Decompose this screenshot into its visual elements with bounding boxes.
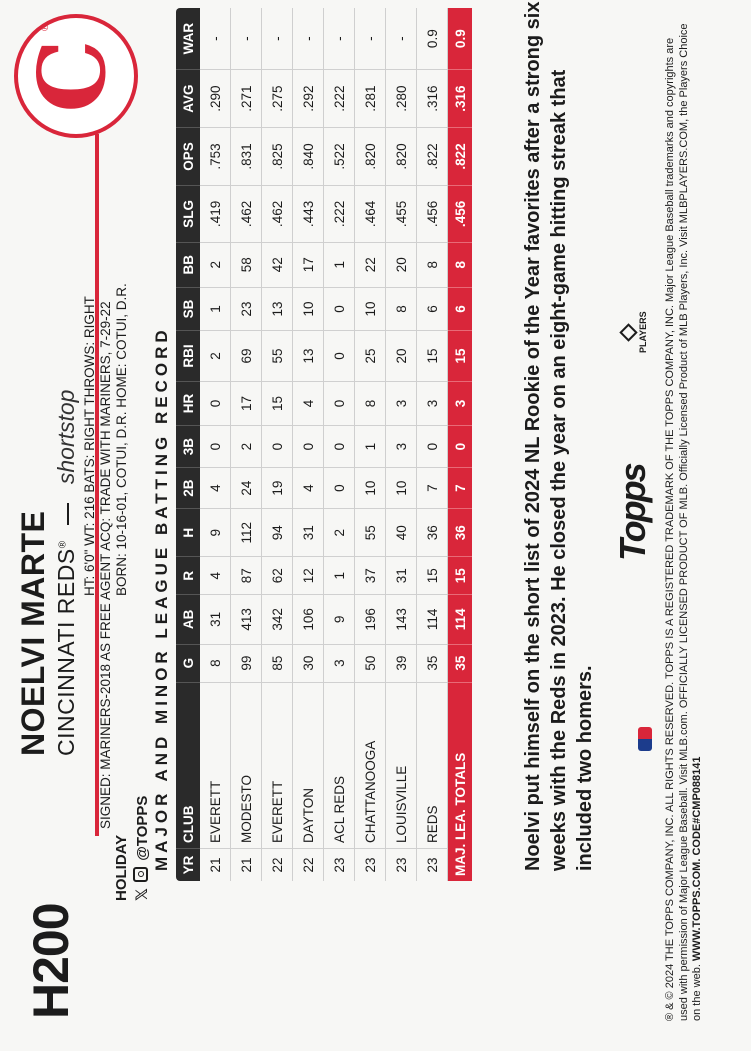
table-row	[324, 8, 355, 881]
table-cell: 10	[355, 287, 386, 331]
table-cell: 25	[355, 331, 386, 381]
table-row	[262, 8, 293, 881]
table-cell: 55	[355, 509, 386, 557]
totals-cell: 15	[448, 331, 473, 381]
table-cell: .419	[200, 185, 231, 242]
table-cell: 9	[200, 509, 231, 557]
table-cell: 4	[293, 381, 324, 426]
table-cell: -	[293, 8, 324, 70]
table-cell: 17	[293, 242, 324, 287]
topps-logo: Topps	[612, 464, 653, 561]
totals-cell: 35	[448, 644, 473, 682]
table-cell: 35	[417, 644, 448, 682]
table-cell: 9	[324, 595, 355, 644]
table-cell: 22	[262, 849, 293, 882]
table-cell: 7	[417, 467, 448, 508]
batting-record-table	[176, 8, 472, 881]
table-cell: 23	[324, 849, 355, 882]
table-cell: 55	[262, 331, 293, 381]
bio-birth: BORN: 10-16-01, COTUI, D.R. HOME: COTUI, D.R.	[114, 283, 129, 596]
team-registered-mark: ®	[57, 540, 69, 549]
table-cell: 12	[293, 557, 324, 595]
table-row	[231, 8, 262, 881]
table-cell: 23	[386, 849, 417, 882]
table-cell: 22	[293, 849, 324, 882]
table-row	[293, 8, 324, 881]
table-cell: .316	[417, 70, 448, 128]
mlb-players-logo	[622, 311, 648, 353]
table-cell: CHATTANOOGA	[355, 682, 386, 848]
table-cell: 8	[386, 287, 417, 331]
table-cell: 2	[231, 426, 262, 467]
table-cell: 62	[262, 557, 293, 595]
table-cell: 99	[231, 644, 262, 682]
table-cell: .753	[200, 127, 231, 185]
table-cell: .831	[231, 127, 262, 185]
social-handle: @TOPPS	[134, 795, 151, 861]
totals-cell: 15	[448, 557, 473, 595]
column-header-g: G	[176, 644, 200, 682]
card-number: H200	[23, 903, 79, 1019]
table-cell: 23	[355, 849, 386, 882]
table-row	[355, 8, 386, 881]
table-cell: 10	[293, 287, 324, 331]
table-cell: -	[262, 8, 293, 70]
totals-cell: 114	[448, 595, 473, 644]
table-cell: -	[324, 8, 355, 70]
table-cell: 50	[355, 644, 386, 682]
reds-logo-icon: C	[18, 39, 126, 113]
table-cell: LOUISVILLE	[386, 682, 417, 848]
table-cell: 1	[355, 426, 386, 467]
table-cell: 4	[200, 467, 231, 508]
column-header-club: CLUB	[176, 682, 200, 848]
table-cell: 42	[262, 242, 293, 287]
table-cell: -	[355, 8, 386, 70]
table-cell: DAYTON	[293, 682, 324, 848]
column-header-avg: AVG	[176, 70, 200, 128]
table-cell: .522	[324, 127, 355, 185]
table-cell: 40	[386, 509, 417, 557]
totals-cell: 7	[448, 467, 473, 508]
table-cell: .290	[200, 70, 231, 128]
players-diamond-icon	[619, 323, 637, 341]
table-cell: 1	[324, 557, 355, 595]
table-cell: 13	[262, 287, 293, 331]
totals-cell: .822	[448, 127, 473, 185]
table-row	[417, 8, 448, 881]
mlb-logo-icon	[638, 727, 652, 751]
table-cell: 1	[200, 287, 231, 331]
table-cell: 58	[231, 242, 262, 287]
table-cell: .271	[231, 70, 262, 128]
totals-cell: 8	[448, 242, 473, 287]
table-cell: ACL REDS	[324, 682, 355, 848]
table-cell: 69	[231, 331, 262, 381]
table-cell: 30	[293, 644, 324, 682]
table-cell: REDS	[417, 682, 448, 848]
social-handles	[132, 796, 151, 901]
table-cell: 1	[324, 242, 355, 287]
table-cell: 0	[324, 381, 355, 426]
column-header-war: WAR	[176, 8, 200, 70]
stats-section-title: MAJOR AND MINOR LEAGUE BATTING RECORD	[152, 326, 171, 871]
table-cell: .222	[324, 185, 355, 242]
totals-cell: 3	[448, 381, 473, 426]
column-header-slg: SLG	[176, 185, 200, 242]
players-logo-text: PLAYERS	[638, 311, 648, 353]
table-cell: 37	[355, 557, 386, 595]
instagram-icon	[133, 867, 148, 882]
table-cell: 22	[355, 242, 386, 287]
table-cell: 20	[386, 331, 417, 381]
table-cell: 4	[200, 557, 231, 595]
bio-measurements: HT: 6'0" WT: 216 BATS: RIGHT THROWS: RIGHT	[82, 296, 97, 596]
table-cell: .292	[293, 70, 324, 128]
table-cell: 112	[231, 509, 262, 557]
totals-cell: 36	[448, 509, 473, 557]
table-cell: 3	[324, 644, 355, 682]
table-cell: 21	[231, 849, 262, 882]
table-cell: 10	[386, 467, 417, 508]
table-cell: .840	[293, 127, 324, 185]
table-cell: .222	[324, 70, 355, 128]
table-cell: 0	[417, 426, 448, 467]
set-name: HOLIDAY	[113, 834, 130, 901]
table-cell: .464	[355, 185, 386, 242]
table-cell: 0	[324, 287, 355, 331]
table-cell: 23	[231, 287, 262, 331]
table-cell: 0.9	[417, 8, 448, 70]
table-cell: 31	[386, 557, 417, 595]
table-cell: -	[386, 8, 417, 70]
table-cell: 0	[200, 426, 231, 467]
table-cell: 15	[417, 331, 448, 381]
column-header-h: H	[176, 509, 200, 557]
table-cell: 10	[355, 467, 386, 508]
table-cell: 4	[293, 467, 324, 508]
totals-cell: .456	[448, 185, 473, 242]
table-cell: 36	[417, 509, 448, 557]
table-cell: .275	[262, 70, 293, 128]
table-cell: 19	[262, 467, 293, 508]
table-cell: 3	[386, 381, 417, 426]
legal-text	[664, 21, 705, 1021]
table-cell: 114	[417, 595, 448, 644]
table-cell: 20	[386, 242, 417, 287]
bio-signing: SIGNED: MARINERS-2018 AS FREE AGENT ACQ: TRADE WITH MARINERS, 7-29-22	[98, 301, 113, 829]
table-row	[386, 8, 417, 881]
table-cell: 0	[324, 331, 355, 381]
table-cell: 143	[386, 595, 417, 644]
table-cell: 31	[293, 509, 324, 557]
legal-copy: ® & © 2024 THE TOPPS COMPANY, INC. ALL RIGHTS RESERVED. TOPPS IS A REGISTERED TRADEMARK OF THE TOPPS COMPANY, INC. Major League Baseball trademarks and copyrights are used with permission of Major League Baseball. Visit MLB.com. OFFICIALLY LICENSED PRODUCT OF MLB. Officially Licensed Product of MLB Players, Inc. Visit MLBPLAYERS.COM, the Players Choice on the web.	[664, 23, 703, 1021]
table-cell: .443	[293, 185, 324, 242]
table-cell: 342	[262, 595, 293, 644]
table-cell: 24	[231, 467, 262, 508]
table-cell: MODESTO	[231, 682, 262, 848]
team-name: CINCINNATI REDS	[53, 548, 79, 756]
table-cell: 3	[417, 381, 448, 426]
table-cell: .820	[386, 127, 417, 185]
table-cell: 15	[417, 557, 448, 595]
table-cell: 3	[386, 426, 417, 467]
player-position: shortstop	[53, 389, 79, 485]
team-line	[55, 390, 78, 756]
totals-cell: 0	[448, 426, 473, 467]
table-cell: EVERETT	[200, 682, 231, 848]
column-header-3b: 3B	[176, 426, 200, 467]
table-cell: .462	[262, 185, 293, 242]
table-cell: 87	[231, 557, 262, 595]
table-cell: 413	[231, 595, 262, 644]
column-header-bb: BB	[176, 242, 200, 287]
table-cell: .820	[355, 127, 386, 185]
column-header-hr: HR	[176, 381, 200, 426]
table-row	[200, 8, 231, 881]
table-cell: .825	[262, 127, 293, 185]
table-cell: 106	[293, 595, 324, 644]
table-cell: -	[200, 8, 231, 70]
table-cell: 196	[355, 595, 386, 644]
table-cell: 13	[293, 331, 324, 381]
column-header-rbi: RBI	[176, 331, 200, 381]
column-header-sb: SB	[176, 287, 200, 331]
table-cell: 21	[200, 849, 231, 882]
totals-label: MAJ. LEA. TOTALS	[448, 682, 473, 881]
table-cell: 0	[324, 426, 355, 467]
table-cell: 39	[386, 644, 417, 682]
team-position-divider	[67, 503, 69, 525]
column-header-yr: YR	[176, 849, 200, 882]
table-cell: 8	[200, 644, 231, 682]
table-cell: 2	[324, 509, 355, 557]
x-icon: 𝕏	[134, 888, 151, 901]
totals-cell: .316	[448, 70, 473, 128]
table-cell: 0	[324, 467, 355, 508]
table-cell: 94	[262, 509, 293, 557]
totals-row	[448, 8, 473, 881]
table-cell: 17	[231, 381, 262, 426]
table-cell: 0	[293, 426, 324, 467]
table-cell: .456	[417, 185, 448, 242]
player-name: NOELVI MARTE	[15, 510, 51, 756]
table-cell: 23	[417, 849, 448, 882]
column-header-2b: 2B	[176, 467, 200, 508]
logo-registered-mark: ®	[40, 23, 51, 31]
table-cell: 85	[262, 644, 293, 682]
table-cell: 0	[262, 426, 293, 467]
column-header-ops: OPS	[176, 127, 200, 185]
player-blurb: Noelvi put himself on the short list of 2024 NL Rookie of the Year favorites after a strong six weeks with the Reds in 2023. He closed the year on an eight-game hitting streak that included two homers.	[522, 1, 596, 871]
table-cell: 15	[262, 381, 293, 426]
table-cell: 0	[200, 381, 231, 426]
table-cell: -	[231, 8, 262, 70]
table-cell: .281	[355, 70, 386, 128]
table-cell: .462	[231, 185, 262, 242]
table-cell: 31	[200, 595, 231, 644]
totals-cell: 0.9	[448, 8, 473, 70]
table-cell: 8	[417, 242, 448, 287]
table-cell: EVERETT	[262, 682, 293, 848]
column-header-r: R	[176, 557, 200, 595]
table-cell: 2	[200, 331, 231, 381]
table-cell: .455	[386, 185, 417, 242]
table-header-row	[176, 8, 200, 881]
table-cell: .280	[386, 70, 417, 128]
table-cell: 6	[417, 287, 448, 331]
table-cell: .822	[417, 127, 448, 185]
totals-cell: 6	[448, 287, 473, 331]
legal-code: WWW.TOPPS.COM. CODE#CMP088141	[691, 756, 703, 962]
column-header-ab: AB	[176, 595, 200, 644]
table-cell: 8	[355, 381, 386, 426]
table-cell: 2	[200, 242, 231, 287]
